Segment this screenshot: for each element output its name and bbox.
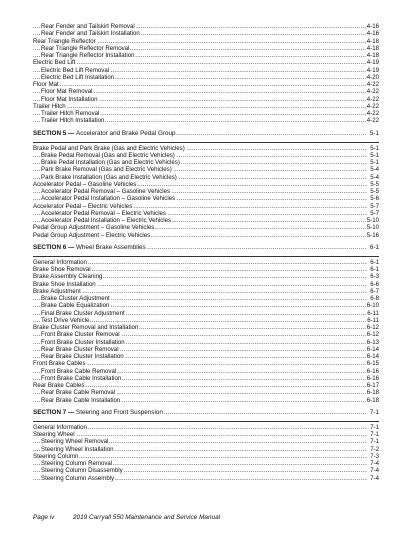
toc-entry-title: Rear Triangle Reflector bbox=[33, 37, 96, 45]
toc-entry-page: 6-6 bbox=[370, 280, 379, 288]
toc-subentry[interactable] bbox=[33, 166, 379, 173]
toc-entry[interactable] bbox=[33, 360, 379, 367]
toc-entry-title: Accelerator Pedal Installation – Gasoline Vehicles bbox=[41, 195, 176, 203]
toc-entry-page: 5-6 bbox=[370, 195, 379, 203]
toc-entry-page: 6-17 bbox=[366, 382, 379, 389]
page-footer bbox=[33, 514, 379, 521]
toc-entry[interactable] bbox=[33, 424, 379, 431]
toc-entry-page: 6-8 bbox=[370, 295, 379, 302]
section-number: SECTION 7 bbox=[33, 408, 67, 416]
toc-entry-title: Pedal Group Adjustment – Gasoline Vehicles bbox=[33, 224, 155, 232]
toc-entry-page: 5-1 bbox=[370, 159, 379, 166]
toc-subentry[interactable] bbox=[33, 188, 379, 195]
section-number: SECTION 5 bbox=[33, 129, 67, 137]
toc-entry-page: 4-18 bbox=[366, 52, 379, 59]
toc-entry-title: Rear Fender and Tailskirt Installation bbox=[41, 30, 140, 38]
toc-entry[interactable] bbox=[33, 281, 379, 288]
footer-page-number: Page iv bbox=[33, 514, 55, 521]
toc-entry-title: Rear Brake Cluster Removal bbox=[41, 345, 119, 353]
toc-entry-title: Steering Wheel bbox=[33, 431, 75, 438]
toc-entry-page: 6-1 bbox=[370, 266, 379, 273]
toc-subentry[interactable] bbox=[33, 353, 379, 360]
section-heading[interactable] bbox=[33, 129, 379, 139]
toc-entry-title: Brake Pedal Removal (Gas and Electric Vehicles) bbox=[41, 151, 175, 159]
toc-entry[interactable] bbox=[33, 81, 379, 88]
toc-entry-title: Steering Column Removal bbox=[41, 460, 113, 467]
toc-entry-page: 6-18 bbox=[366, 396, 379, 404]
toc-entry-title: Steering Wheel Installation bbox=[41, 445, 114, 453]
toc-entry-title: Rear Brake Cable Removal bbox=[41, 389, 116, 397]
toc-entry-title: Accelerator Pedal – Electric Vehicles bbox=[33, 202, 133, 210]
toc-entry-page: 7-4 bbox=[370, 467, 379, 475]
toc-subentry[interactable] bbox=[33, 210, 379, 217]
toc-entry-page: 5-4 bbox=[370, 166, 379, 174]
section-divider bbox=[33, 142, 379, 143]
toc-entry-title: Accelerator Pedal – Gasoline Vehicles bbox=[33, 180, 137, 188]
toc-entry-page: 5-5 bbox=[370, 180, 379, 188]
toc-entry-page: 4-22 bbox=[366, 81, 379, 88]
toc-entry-page: 6-12 bbox=[366, 331, 379, 339]
toc-entry-title: Brake Cluster Adjustment bbox=[41, 295, 110, 302]
toc-subentry[interactable] bbox=[33, 295, 379, 302]
toc-entry[interactable] bbox=[33, 38, 379, 45]
toc-entry-title: Accelerator Pedal Removal – Electric Vehicles bbox=[41, 209, 166, 217]
section-dash: — bbox=[66, 243, 77, 251]
toc-subentry[interactable] bbox=[33, 397, 379, 404]
toc-subentry[interactable] bbox=[33, 30, 379, 37]
toc-entry-page: 5-7 bbox=[370, 209, 379, 217]
toc-subentry[interactable] bbox=[33, 117, 379, 124]
toc-subentry[interactable] bbox=[33, 23, 379, 30]
toc-entry-title: General Information bbox=[33, 423, 87, 431]
toc-entry[interactable] bbox=[33, 453, 379, 460]
toc-entry-page: 7-4 bbox=[370, 460, 379, 467]
toc-entry-page: 4-22 bbox=[366, 95, 379, 103]
toc-entry-title: Trailer Hitch Removal bbox=[41, 110, 100, 117]
toc-entry[interactable] bbox=[33, 266, 379, 273]
footer-manual-title: 2019 Carryall 550 Maintenance and Service Manual bbox=[73, 514, 221, 521]
toc-entry-title: Electric Bed Lift bbox=[33, 59, 76, 67]
toc-subentry[interactable] bbox=[33, 467, 379, 474]
toc-entry[interactable] bbox=[33, 324, 379, 331]
toc-entry-page: 6-11 bbox=[367, 309, 379, 317]
toc-entry-page: 7-1 bbox=[370, 423, 379, 431]
toc-entry-page: 6-13 bbox=[366, 338, 379, 346]
toc-entry-title: Brake Adjustment bbox=[33, 287, 81, 295]
toc-entry-page: 6-16 bbox=[366, 367, 379, 375]
toc-subentry[interactable] bbox=[33, 331, 379, 338]
section-page: 6-1 bbox=[369, 243, 379, 251]
section-divider bbox=[33, 256, 379, 257]
toc-entry-page: 4-18 bbox=[366, 44, 379, 52]
section-heading[interactable] bbox=[33, 243, 379, 253]
toc-entry[interactable] bbox=[33, 224, 379, 231]
toc-entry-page: 4-18 bbox=[366, 37, 379, 45]
toc-entry-title: Trailer Hitch bbox=[33, 102, 66, 110]
toc-entry[interactable] bbox=[33, 273, 379, 280]
toc-entry-title: Trailer Hitch Installation bbox=[41, 117, 105, 125]
toc-entry-title: Brake Shoe Installation bbox=[33, 280, 96, 288]
toc-entry-title: Front Brake Cluster Installation bbox=[41, 338, 125, 346]
section-name: Steering and Front Suspension bbox=[76, 408, 163, 416]
toc-subentry[interactable] bbox=[33, 159, 379, 166]
toc-entry-page: 4-16 bbox=[366, 30, 379, 38]
toc-entry-title: Pedal Group Adjustment – Electric Vehicles bbox=[33, 231, 151, 239]
toc-subentry[interactable] bbox=[33, 88, 379, 95]
toc-subentry[interactable] bbox=[33, 310, 379, 317]
toc-entry-title: Accelerator Pedal Installation – Electric Vehicles bbox=[41, 217, 172, 224]
toc-subentry[interactable] bbox=[33, 52, 379, 59]
section-name: Wheel Brake Assemblies bbox=[76, 243, 146, 251]
toc-entry-title: Brake Assembly Cleaning bbox=[33, 273, 103, 281]
toc-entry[interactable] bbox=[33, 103, 379, 110]
toc-entry-title: Brake Cable Equalization bbox=[41, 302, 110, 310]
toc-entry-title: Rear Triangle Reflector Removal bbox=[41, 44, 130, 52]
toc-entry-page: 7-3 bbox=[370, 452, 379, 460]
toc-entry-title: Rear Brake Cable Installation bbox=[41, 396, 121, 404]
toc-entry-title: Park Brake Removal (Gas and Electric Vehicles) bbox=[41, 166, 172, 174]
toc-entry[interactable] bbox=[33, 145, 379, 152]
toc-entry-page: 6-11 bbox=[367, 316, 379, 324]
section-name: Accelerator and Brake Pedal Group bbox=[76, 129, 176, 137]
toc-entry-title: Steering Column bbox=[33, 452, 79, 460]
toc-entry-title: Floor Mat Removal bbox=[41, 88, 93, 96]
toc-subentry[interactable] bbox=[33, 45, 379, 52]
toc-entry-title: Accelerator Pedal Removal – Gasoline Vehicles bbox=[41, 188, 171, 195]
toc-entry[interactable] bbox=[33, 181, 379, 188]
toc-entry[interactable] bbox=[33, 203, 379, 210]
toc-entry-page: 4-16 bbox=[366, 23, 379, 30]
toc-subentry[interactable] bbox=[33, 460, 379, 467]
toc-entry-page: 6-14 bbox=[366, 353, 379, 360]
toc-subentry[interactable] bbox=[33, 438, 379, 445]
toc-subentry[interactable] bbox=[33, 302, 379, 309]
toc-entry-page: 6-16 bbox=[366, 374, 379, 382]
toc-entry-title: Brake Pedal Installation (Gas and Electric Vehicles) bbox=[41, 159, 180, 166]
toc-subentry[interactable] bbox=[33, 96, 379, 103]
toc-entry-page: 6-12 bbox=[366, 324, 379, 331]
toc-subentry[interactable] bbox=[33, 446, 379, 453]
section-heading[interactable] bbox=[33, 408, 379, 418]
section-number: SECTION 6 bbox=[33, 243, 67, 251]
toc-entry-page: 4-22 bbox=[366, 117, 379, 125]
toc-entry-title: Steering Wheel Removal bbox=[41, 438, 109, 446]
toc-subentry[interactable] bbox=[33, 110, 379, 117]
toc-entry[interactable] bbox=[33, 431, 379, 438]
toc-subentry[interactable] bbox=[33, 152, 379, 159]
toc-entry-page: 6-10 bbox=[366, 302, 379, 310]
toc-entry-page: 4-22 bbox=[366, 88, 379, 96]
toc-subentry[interactable] bbox=[33, 174, 379, 181]
toc-entry-page: 5-4 bbox=[370, 173, 379, 181]
toc-entry-page: 5-16 bbox=[366, 231, 379, 239]
toc-entry-page: 5-7 bbox=[370, 202, 379, 210]
toc-entry-page: 7-4 bbox=[370, 474, 379, 482]
toc-subentry[interactable] bbox=[33, 339, 379, 346]
toc-entry-page: 7-2 bbox=[370, 445, 379, 453]
toc-entry-page: 6-18 bbox=[366, 389, 379, 397]
toc-entry-title: Front Brake Cables bbox=[33, 360, 86, 368]
toc-entry-title: Rear Brake Cluster Installation bbox=[41, 353, 124, 360]
toc-entry-title: Floor Mat Installation bbox=[41, 95, 98, 103]
toc-subentry[interactable] bbox=[33, 217, 379, 224]
toc-entry-page: 4-20 bbox=[366, 73, 379, 81]
toc-entry-title: Electric Bed Lift Installation bbox=[41, 73, 115, 81]
toc-subentry[interactable] bbox=[33, 389, 379, 396]
toc-entry-title: Brake Cluster Removal and Installation bbox=[33, 324, 139, 331]
toc-subentry[interactable] bbox=[33, 375, 379, 382]
toc-subentry[interactable] bbox=[33, 346, 379, 353]
toc-entry-title: Floor Mat bbox=[33, 81, 59, 88]
toc-entry-title: Front Brake Cable Removal bbox=[41, 367, 117, 375]
toc-entry-title: Final Brake Cluster Adjustment bbox=[41, 309, 125, 317]
toc-entry-title: Front Brake Cable Installation bbox=[41, 374, 122, 382]
toc-entry-title: Steering Column Assembly bbox=[41, 474, 115, 482]
toc-entry-page: 5-10 bbox=[366, 224, 379, 232]
toc-entry[interactable] bbox=[33, 232, 379, 239]
toc-entry-title: Front Brake Cluster Removal bbox=[41, 331, 120, 339]
toc-subentry[interactable] bbox=[33, 195, 379, 202]
toc-subentry[interactable] bbox=[33, 67, 379, 74]
toc-entry-title: Test Drive Vehicle bbox=[41, 316, 90, 324]
section-divider bbox=[33, 421, 379, 422]
toc-subentry[interactable] bbox=[33, 74, 379, 81]
toc-entry-page: 4-19 bbox=[366, 66, 379, 74]
toc-entry-title: Electric Bed Lift Removal bbox=[41, 66, 110, 74]
toc-entry-page: 5-1 bbox=[370, 144, 379, 152]
toc-entry-title: Rear Fender and Tailskirt Removal bbox=[41, 23, 135, 30]
toc-entry-title: Rear Triangle Reflector Installation bbox=[41, 52, 135, 59]
toc-entry-title: Brake Shoe Removal bbox=[33, 266, 91, 273]
toc-entry-page: 6-15 bbox=[366, 360, 379, 368]
toc-entry-title: Rear Brake Cables bbox=[33, 382, 85, 389]
section-page: 5-1 bbox=[369, 129, 379, 137]
toc-entry-page: 5-1 bbox=[370, 151, 379, 159]
toc-entry-page: 7-1 bbox=[370, 438, 379, 446]
toc-entry-page: 6-7 bbox=[370, 287, 379, 295]
toc-entry[interactable] bbox=[33, 259, 379, 266]
toc-subentry[interactable] bbox=[33, 317, 379, 324]
toc-entry-title: Brake Pedal and Park Brake (Gas and Electric Vehicles) bbox=[33, 144, 185, 152]
table-of-contents bbox=[33, 23, 379, 482]
toc-entry-page: 4-19 bbox=[366, 59, 379, 67]
toc-entry-page: 6-14 bbox=[366, 345, 379, 353]
toc-entry-page: 7-1 bbox=[370, 431, 379, 438]
toc-subentry[interactable] bbox=[33, 475, 379, 482]
toc-entry-title: General Information bbox=[33, 258, 87, 266]
toc-entry-page: 4-22 bbox=[366, 110, 379, 117]
toc-entry-title: Steering Column Disassembly bbox=[41, 467, 123, 475]
toc-entry-page: 6-1 bbox=[370, 258, 379, 266]
section-page: 7-1 bbox=[369, 408, 379, 416]
toc-entry-page: 4-22 bbox=[366, 102, 379, 110]
toc-entry-page: 5-10 bbox=[366, 217, 379, 224]
toc-entry-page: 5-5 bbox=[370, 188, 379, 195]
toc-entry[interactable] bbox=[33, 288, 379, 295]
toc-entry-title: Park Brake Installation (Gas and Electric Vehicles) bbox=[41, 173, 177, 181]
toc-entry[interactable] bbox=[33, 382, 379, 389]
toc-entry-page: 6-3 bbox=[370, 273, 379, 281]
section-dash: — bbox=[66, 408, 77, 416]
toc-entry[interactable] bbox=[33, 59, 379, 66]
section-dash: — bbox=[66, 129, 77, 137]
toc-subentry[interactable] bbox=[33, 368, 379, 375]
